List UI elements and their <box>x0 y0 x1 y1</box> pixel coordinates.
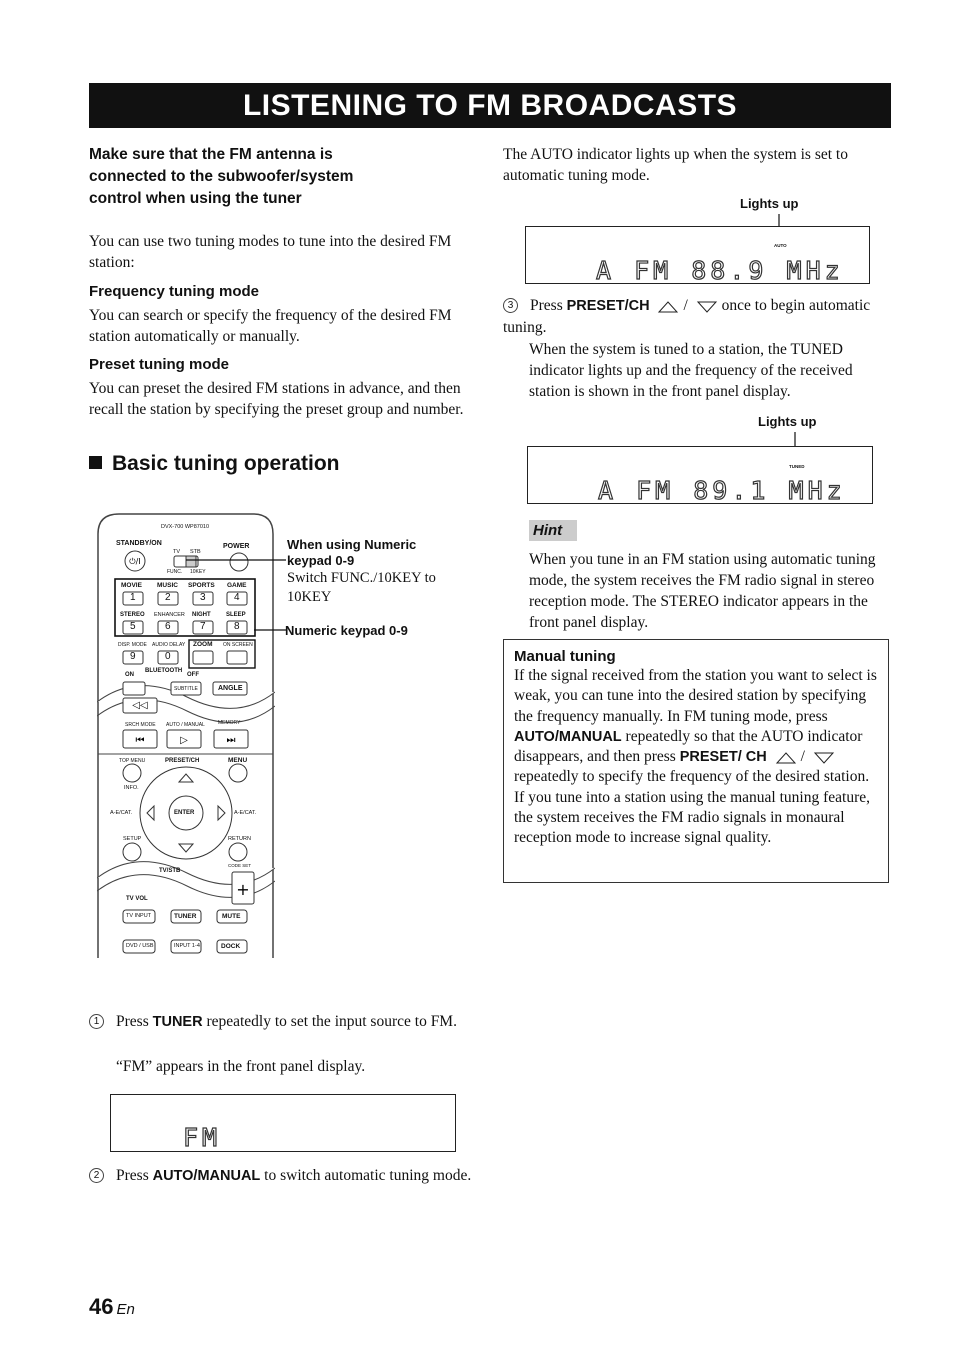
svg-text:▷: ▷ <box>180 735 188 746</box>
remote-tv-vol-label: TV VOL <box>126 896 148 902</box>
freq-mode-text: You can search or specify the frequency of the desired FM station automatically or manually. <box>89 307 452 345</box>
remote-bluetooth-label: BLUETOOTH <box>145 668 183 674</box>
display-fm <box>110 1094 456 1152</box>
remote-aecat-left-label: A-E/CAT. <box>110 810 133 816</box>
remote-info-label: INFO. <box>124 785 139 791</box>
lights-up-label-1: Lights up <box>740 196 799 211</box>
callout-lines <box>180 550 290 640</box>
remote-key-3: 3 <box>200 592 206 603</box>
step-1 <box>89 1011 474 1033</box>
section-title <box>89 452 340 476</box>
remote-off-label: OFF <box>187 672 199 678</box>
step-3-text: When the system is tuned to a station, the TUNED indicator lights up and the frequency of the received station is shown in the front panel display. <box>529 341 853 400</box>
remote-preset-ch-label: PRESET/CH <box>165 758 200 764</box>
step-1-key: TUNER <box>152 1014 203 1030</box>
step-3-post: once to begin automatic tuning. <box>503 297 871 336</box>
step-1-pre: Press <box>116 1013 153 1030</box>
remote-menu-label: MENU <box>228 757 248 764</box>
step-1-number: 1 <box>89 1014 104 1029</box>
remote-onscreen-label: ON SCREEN <box>223 642 253 648</box>
step-2 <box>89 1165 474 1187</box>
step-3-separator: / <box>683 297 688 314</box>
page-number-value: 46 <box>89 1294 114 1319</box>
auto-indicator-text: The AUTO indicator lights up when the system is set to automatic tuning mode. <box>503 146 848 184</box>
remote-key-0: 0 <box>165 651 171 662</box>
remote-key-8: 8 <box>234 621 240 632</box>
remote-key-9: 9 <box>130 651 136 662</box>
manual-tuning-box <box>503 639 889 883</box>
remote-dock-label: DOCK <box>221 943 241 950</box>
remote-return-label: RETURN <box>228 836 251 842</box>
lights-up-label-2: Lights up <box>758 414 817 429</box>
remote-disp-mode-label: DISP. MODE <box>118 642 147 648</box>
svg-text:◁◁: ◁◁ <box>132 700 148 711</box>
section-title-text: Basic tuning operation <box>112 452 340 475</box>
step-2-pre: Press <box>116 1167 153 1184</box>
hint-label: Hint <box>529 520 577 541</box>
manual-key-preset-ch: PRESET/ CH <box>679 749 767 766</box>
remote-input14-label: INPUT 1-4 <box>174 943 200 949</box>
indicator-tuned: TUNED <box>789 464 805 469</box>
remote-enter-label: ENTER <box>174 810 195 816</box>
remote-audio-delay-label: AUDIO DELAY <box>152 642 186 648</box>
svg-text:⏭: ⏭ <box>226 735 236 746</box>
display-tuned <box>527 446 873 504</box>
remote-key-4: 4 <box>234 592 240 603</box>
svg-text:+: + <box>236 880 250 899</box>
hint-text: When you tune in an FM station using automatic tuning mode, the system receives the FM radio signal in stereo reception mode. The STEREO indicator appears in the front panel display. <box>529 551 876 631</box>
remote-srch-mode-label: SRCH MODE <box>125 722 156 728</box>
manual-tuning-text <box>514 666 878 849</box>
down-triangle-icon <box>813 751 835 764</box>
remote-key-6: 6 <box>165 621 171 632</box>
remote-game-label: GAME <box>227 582 247 589</box>
preset-mode-heading: Preset tuning mode <box>89 356 230 373</box>
remote-music-label: MUSIC <box>157 582 178 589</box>
step-3 <box>503 295 889 338</box>
remote-setup-label: SETUP <box>123 836 142 842</box>
manual-separator: / <box>800 748 805 766</box>
remote-model: DVX-700 WP87010 <box>161 524 209 530</box>
remote-key-2: 2 <box>165 592 171 603</box>
up-triangle-icon <box>657 300 679 313</box>
step-1-note: “FM” appears in the front panel display. <box>116 1058 366 1075</box>
remote-enhancer-label: ENHANCER <box>154 612 185 618</box>
remote-tv-stb-label: TV/STB <box>159 868 181 874</box>
remote-aecat-right-label: A-E/CAT. <box>234 810 257 816</box>
manual-text-2: repeatedly so that the AUTO indicator disappears, and then press <box>514 727 863 766</box>
remote-subtitle-label: SUBTITLE <box>174 686 198 692</box>
preset-mode-text: You can preset the desired FM stations in advance, and then recall the station by specifying the preset group and number. <box>89 380 464 418</box>
display-tuned-text: A FM 89.1 MHz <box>598 476 846 505</box>
callout-numeric-text: Switch FUNC./10KEY to 10KEY <box>287 570 436 605</box>
svg-text:⏻/I: ⏻/I <box>129 557 141 566</box>
step-2-key: AUTO/MANUAL <box>152 1168 261 1184</box>
remote-sleep-label: SLEEP <box>226 612 246 618</box>
remote-code-set-label: CODE SET <box>228 863 252 868</box>
freq-mode-heading: Frequency tuning mode <box>89 283 260 300</box>
step-2-post: to switch automatic tuning mode. <box>260 1167 472 1184</box>
page-number <box>89 1294 135 1320</box>
callout-numeric-title: When using Numeric keypad 0-9 <box>287 537 417 568</box>
step-2-number: 2 <box>89 1168 104 1183</box>
remote-movie-label: MOVIE <box>121 582 142 589</box>
remote-top-menu-label: TOP MENU <box>119 758 146 764</box>
remote-standby-label: STANDBY/ON <box>116 540 162 547</box>
manual-text-4: If you tune into a station using the manual tuning feature, the system receives the FM radio signals in monaural reception mode to increase signal quality. <box>514 788 870 847</box>
display-fm-text: FM <box>183 1123 222 1152</box>
remote-tuner-label: TUNER <box>174 913 197 920</box>
step-3-pre: Press <box>530 297 567 314</box>
indicator-auto: AUTO <box>774 243 787 248</box>
remote-key-1: 1 <box>130 592 136 603</box>
step-1-post: repeatedly to set the input source to FM. <box>202 1013 457 1030</box>
remote-10key-label: 10KEY <box>190 569 206 575</box>
remote-key-5: 5 <box>130 621 136 632</box>
remote-dvd-usb-label: DVD / USB <box>126 943 154 949</box>
remote-stereo-label: STEREO <box>120 612 145 618</box>
remote-sports-label: SPORTS <box>188 582 215 589</box>
down-triangle-icon <box>696 300 718 313</box>
remote-on-label: ON <box>125 672 134 678</box>
display-auto <box>525 226 870 284</box>
svg-text:⏮: ⏮ <box>135 735 145 746</box>
intro-heading <box>89 144 479 210</box>
remote-mute-label: MUTE <box>222 913 241 920</box>
page-title: LISTENING TO FM BROADCASTS <box>89 83 891 128</box>
up-triangle-icon <box>775 751 797 764</box>
callout-keypad: Numeric keypad 0-9 <box>285 623 408 638</box>
manual-tuning-heading: Manual tuning <box>514 648 616 665</box>
remote-auto-manual-label: AUTO / MANUAL <box>166 722 205 728</box>
intro-text: You can use two tuning modes to tune into the desired FM station: <box>89 233 452 271</box>
remote-key-7: 7 <box>200 621 206 632</box>
step-3-number: 3 <box>503 298 518 313</box>
intro-heading-line: control when using the tuner <box>89 190 302 207</box>
intro-heading-line: Make sure that the FM antenna is <box>89 146 333 163</box>
remote-angle-label: ANGLE <box>218 685 243 692</box>
remote-tv-input-label: TV INPUT <box>126 913 152 919</box>
remote-night-label: NIGHT <box>192 612 211 618</box>
manual-text-1: If the signal received from the station you want to select is weak, you can tune into the desired station by specifying the frequency manually. In FM tuning mode, press <box>514 667 877 725</box>
remote-func-label: FUNC. <box>167 569 183 575</box>
remote-tv-label: TV <box>173 549 181 555</box>
manual-key-auto-manual: AUTO/MANUAL <box>514 728 622 745</box>
intro-heading-line: connected to the subwoofer/system <box>89 168 354 185</box>
display-auto-text: A FM 88.9 MHz <box>596 256 844 285</box>
remote-stb-label: STB <box>190 549 201 555</box>
section-bullet <box>89 456 102 469</box>
remote-memory-label: MEMORY <box>218 720 241 726</box>
step-3-key: PRESET/CH <box>566 298 650 314</box>
manual-text-3: repeatedly to specify the frequency of the desired station. <box>514 768 870 786</box>
page-language: En <box>116 1301 135 1318</box>
remote-zoom-label: ZOOM <box>193 641 213 648</box>
remote-power-label: POWER <box>223 543 250 550</box>
